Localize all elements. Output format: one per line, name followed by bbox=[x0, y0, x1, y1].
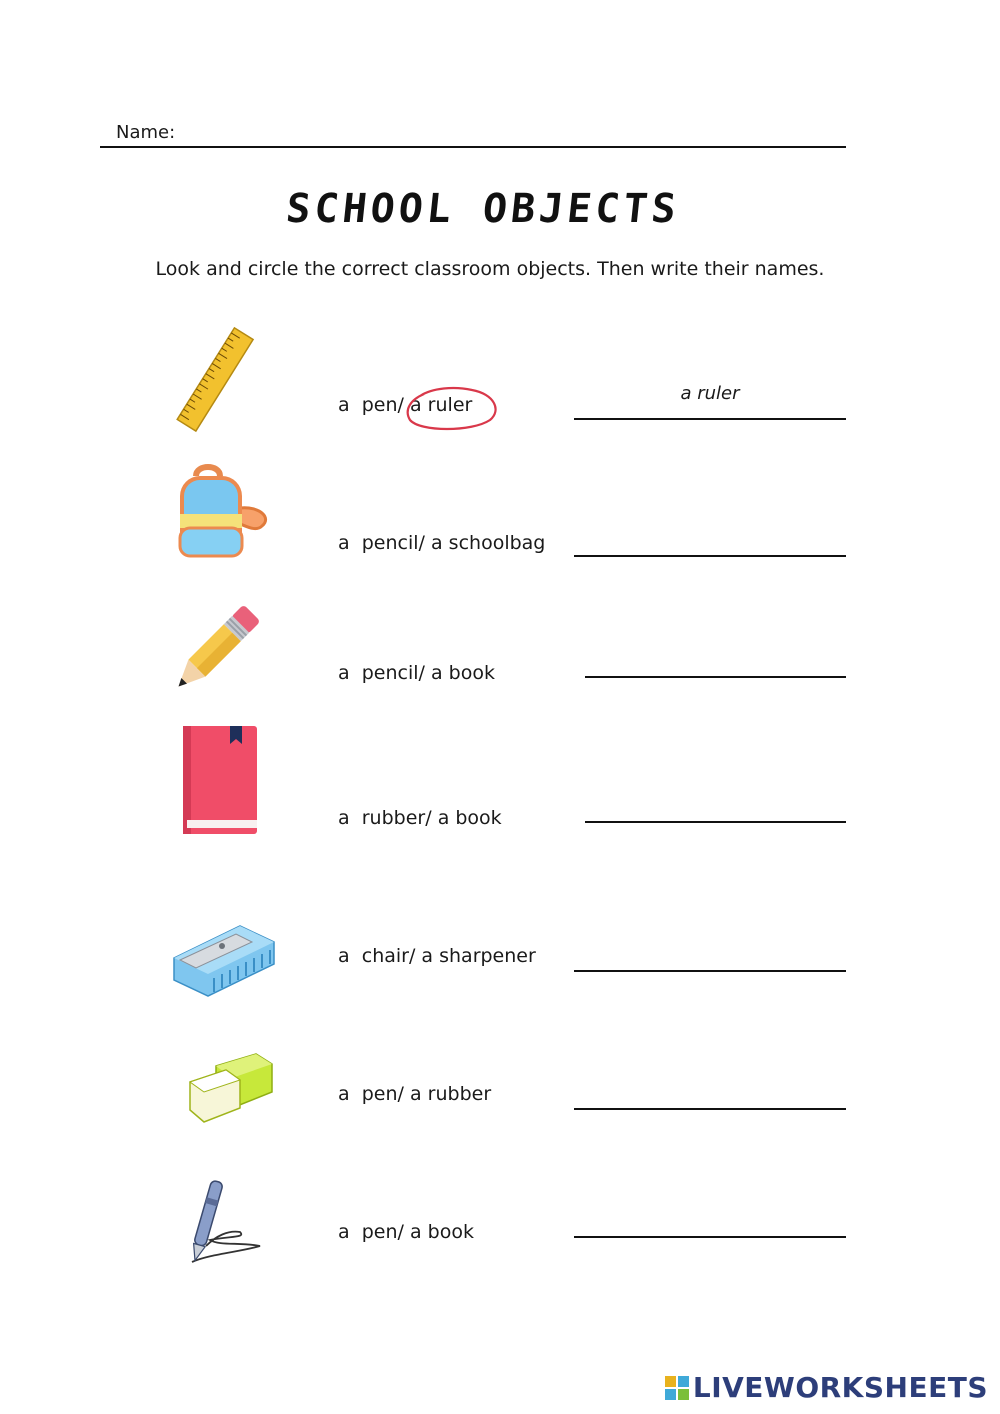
item-3-article: a bbox=[338, 662, 350, 684]
item-7-option-2[interactable]: a book bbox=[410, 1221, 474, 1243]
item-7-article: a bbox=[338, 1221, 350, 1243]
item-5-option-1[interactable]: chair/ bbox=[361, 945, 416, 967]
item-2-option-2[interactable]: a schoolbag bbox=[431, 532, 546, 554]
item-5-answer-line[interactable] bbox=[574, 970, 846, 972]
sharpener-icon bbox=[170, 918, 278, 1000]
item-6-article: a bbox=[338, 1083, 350, 1105]
item-4-option-1[interactable]: rubber/ bbox=[361, 807, 432, 829]
item-4-phrase bbox=[338, 807, 502, 829]
item-2-option-1[interactable]: pencil/ bbox=[361, 532, 425, 554]
item-3-phrase bbox=[338, 662, 495, 684]
item-2-article: a bbox=[338, 532, 350, 554]
item-7-answer-line[interactable] bbox=[574, 1236, 846, 1238]
book-icon bbox=[180, 724, 260, 836]
pen-icon bbox=[180, 1176, 270, 1268]
item-2-phrase bbox=[338, 532, 545, 554]
item-6-answer-line[interactable] bbox=[574, 1108, 846, 1110]
item-4-article: a bbox=[338, 807, 350, 829]
item-7-phrase bbox=[338, 1221, 474, 1243]
item-6-phrase bbox=[338, 1083, 491, 1105]
rubber-icon bbox=[186, 1052, 276, 1124]
instruction-text: Look and circle the correct classroom objects. Then write their names. bbox=[155, 258, 825, 280]
item-5-option-2[interactable]: a sharpener bbox=[421, 945, 536, 967]
answer-circle-mark bbox=[402, 386, 502, 436]
liveworksheets-logo-icon bbox=[665, 1376, 689, 1400]
liveworksheets-logo-text: LIVEWORKSHEETS bbox=[692, 1371, 988, 1404]
item-1-option-1[interactable]: pen/ bbox=[361, 394, 404, 416]
item-1-option-2[interactable]: a ruler bbox=[410, 394, 473, 416]
name-label: Name: bbox=[116, 122, 176, 143]
pencil-icon bbox=[170, 604, 262, 694]
item-4-option-2[interactable]: a book bbox=[437, 807, 502, 829]
item-6-option-2[interactable]: a rubber bbox=[410, 1083, 492, 1105]
liveworksheets-logo bbox=[665, 1371, 988, 1404]
name-input-line[interactable] bbox=[100, 146, 846, 148]
item-4-answer-line[interactable] bbox=[585, 821, 846, 823]
item-2-answer-line[interactable] bbox=[574, 555, 846, 557]
page-title: SCHOOL OBJECTS bbox=[284, 186, 682, 232]
item-6-option-1[interactable]: pen/ bbox=[361, 1083, 404, 1105]
ruler-icon bbox=[170, 322, 262, 438]
item-5-phrase bbox=[338, 945, 536, 967]
item-1-article: a bbox=[338, 394, 350, 416]
item-7-option-1[interactable]: pen/ bbox=[361, 1221, 404, 1243]
item-3-answer-line[interactable] bbox=[585, 676, 846, 678]
item-5-article: a bbox=[338, 945, 350, 967]
schoolbag-icon bbox=[170, 462, 270, 560]
item-3-option-2[interactable]: a book bbox=[431, 662, 495, 684]
item-1-answer-line[interactable] bbox=[574, 418, 846, 420]
item-3-option-1[interactable]: pencil/ bbox=[361, 662, 425, 684]
item-1-answer[interactable]: a ruler bbox=[680, 383, 740, 404]
